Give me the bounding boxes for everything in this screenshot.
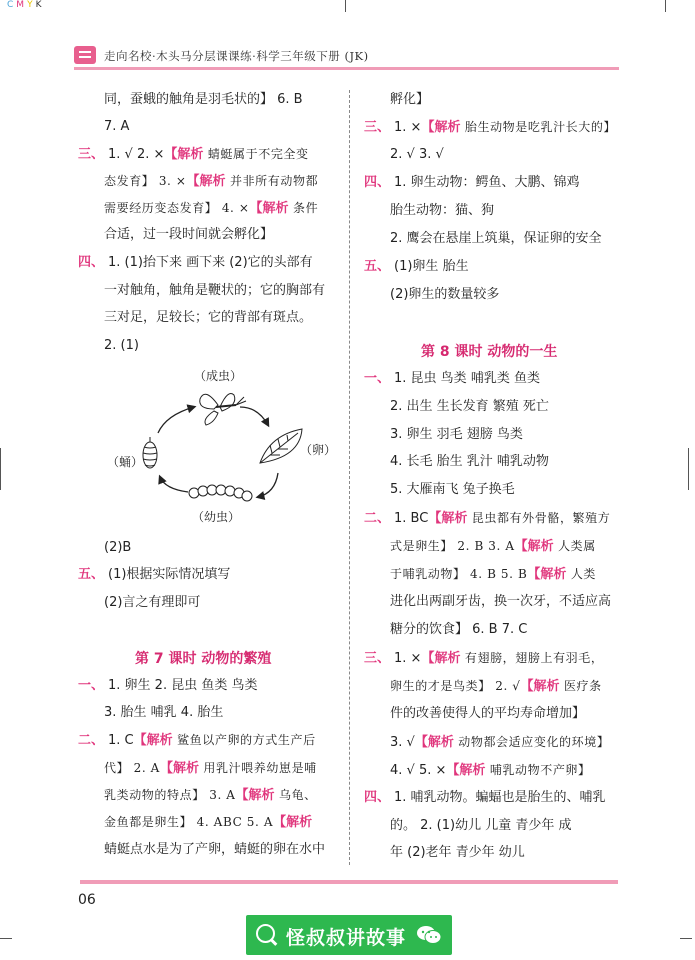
analysis-label: 【解析 bbox=[520, 679, 560, 694]
text-line: 2. √ 3. √ bbox=[390, 147, 444, 162]
column-divider bbox=[349, 90, 350, 865]
answer-line bbox=[364, 173, 580, 193]
text-line: (2)言之有理即可 bbox=[104, 595, 201, 610]
text-line: 糖分的饮食】 6. B 7. C bbox=[390, 622, 528, 637]
answer-text: 1. BC bbox=[394, 511, 429, 526]
cmyk-marks bbox=[7, 0, 44, 10]
answer-line bbox=[390, 760, 591, 781]
text-line: (2)卵生的数量较多 bbox=[390, 287, 500, 302]
analysis-label: 【解析 bbox=[249, 201, 289, 216]
answer-line bbox=[104, 171, 318, 192]
analysis-text: 昆虫都有外骨骼，繁殖方 bbox=[467, 511, 611, 525]
pupa-icon bbox=[143, 437, 157, 468]
answer-line bbox=[364, 508, 610, 529]
crop-mark bbox=[0, 938, 12, 939]
answer-text: 3. √ bbox=[390, 735, 415, 750]
arrow bbox=[258, 473, 278, 497]
watermark-banner bbox=[246, 915, 452, 955]
header-title: 走向名校·木头马分层课课练·科学三年级下册 (JK) bbox=[104, 49, 369, 63]
text-line: 孵化】 bbox=[390, 92, 430, 107]
label-egg: （卵） bbox=[300, 443, 337, 457]
answer-text: 于哺乳动物】 4. B 5. B bbox=[390, 567, 528, 581]
analysis-label: 【解析 bbox=[235, 788, 275, 803]
text-line: 7. A bbox=[104, 119, 130, 134]
arrow bbox=[158, 407, 194, 433]
analysis-text: 哺乳动物不产卵】 bbox=[485, 763, 591, 777]
arrow bbox=[160, 477, 188, 492]
section-marker: 四、 bbox=[364, 175, 391, 190]
text-line: 进化出两副牙齿，换一次牙，不适应高 bbox=[390, 594, 612, 609]
analysis-text: 医疗条 bbox=[559, 679, 602, 693]
crop-mark bbox=[0, 448, 1, 490]
answer-text: 1. C bbox=[108, 733, 134, 748]
answer-text: 需要经历变态发育】 4. × bbox=[104, 201, 250, 215]
answer-text: (1)卵生 胎生 bbox=[394, 259, 469, 274]
analysis-label: 【解析 bbox=[421, 651, 461, 666]
cmyk-c: C bbox=[7, 0, 15, 10]
analysis-text: 并非所有动物都 bbox=[225, 174, 319, 188]
answer-line bbox=[104, 198, 318, 219]
text-line: 合适，过一段时间就会孵化】 bbox=[104, 227, 274, 242]
answer-text: 1. 哺乳动物。蝙蝠也是胎生的、哺乳 bbox=[394, 790, 606, 805]
answer-text: 乳类动物的特点】 3. A bbox=[104, 788, 236, 802]
crop-mark bbox=[345, 0, 346, 12]
analysis-label: 【解析 bbox=[421, 120, 461, 135]
wechat-icon bbox=[416, 925, 442, 945]
answer-text: 1. 昆虫 鸟类 哺乳类 鱼类 bbox=[394, 371, 540, 386]
caterpillar-icon bbox=[189, 485, 252, 501]
analysis-text: 人类属 bbox=[553, 539, 596, 553]
analysis-label: 【解析 bbox=[527, 567, 567, 582]
crop-mark bbox=[680, 938, 692, 939]
text-line: 蜻蜓点水是为了产卵，蜻蜓的卵在水中 bbox=[104, 842, 326, 857]
text-line: 5. 大雁南飞 兔子换毛 bbox=[390, 482, 515, 497]
analysis-text: 有翅膀，翅膀上有羽毛， bbox=[460, 651, 604, 665]
analysis-text: 用乳汁喂养幼崽是哺 bbox=[198, 761, 317, 775]
answer-line bbox=[364, 117, 616, 138]
section-marker: 一、 bbox=[78, 678, 105, 693]
section-marker: 四、 bbox=[78, 255, 105, 270]
cmyk-m: M bbox=[16, 0, 26, 10]
text-line: 2. (1) bbox=[104, 338, 139, 353]
answer-text: 1. × bbox=[394, 651, 422, 666]
text-line: 一对触角，触角是鞭状的；它的胸部有 bbox=[104, 283, 326, 298]
answer-text: 1. 卵生动物：鳄鱼、大鹏、锦鸡 bbox=[394, 175, 580, 190]
answer-line bbox=[104, 785, 317, 806]
analysis-label: 【解析 bbox=[164, 147, 204, 162]
text-line: 三对足，足较长；它的背部有斑点。 bbox=[104, 310, 313, 325]
answer-text: 卵生的才是鸟类】 2. √ bbox=[390, 679, 521, 693]
section-marker: 三、 bbox=[78, 147, 105, 162]
answer-text: 1. √ 2. × bbox=[108, 147, 165, 162]
answer-text: 4. √ 5. × bbox=[390, 763, 447, 778]
footer-rule bbox=[80, 880, 618, 884]
answer-line bbox=[104, 758, 317, 779]
section-marker: 一、 bbox=[364, 371, 391, 386]
answer-text: 金鱼都是卵生】 4. ABC 5. A bbox=[104, 815, 274, 829]
section-marker: 四、 bbox=[364, 790, 391, 805]
analysis-text: 胎生动物是吃乳汁长大的】 bbox=[460, 120, 617, 134]
section-marker: 五、 bbox=[364, 259, 391, 274]
text-line: 年 (2)老年 青少年 幼儿 bbox=[390, 845, 525, 860]
banner-text: 怪叔叔讲故事 bbox=[286, 927, 407, 949]
text-line: 2. 出生 生长发育 繁殖 死亡 bbox=[390, 399, 549, 414]
section-marker: 三、 bbox=[364, 651, 391, 666]
text-line: 2. 鹰会在悬崖上筑巢，保证卵的安全 bbox=[390, 231, 602, 246]
label-larva: （幼虫） bbox=[192, 510, 241, 524]
section-title-lesson8: 第 8 课时 动物的一生 bbox=[421, 344, 558, 360]
leaf-icon bbox=[260, 429, 302, 463]
analysis-text: 蜻蜓属于不完全变 bbox=[203, 147, 309, 161]
analysis-label: 【解析 bbox=[414, 735, 454, 750]
life-cycle-diagram bbox=[110, 385, 340, 520]
answer-line bbox=[390, 536, 596, 557]
section-marker: 五、 bbox=[78, 567, 105, 582]
answer-text: 1. 卵生 2. 昆虫 鱼类 鸟类 bbox=[108, 678, 258, 693]
cmyk-k: K bbox=[35, 0, 43, 10]
answer-text: 态发育】 3. × bbox=[104, 174, 187, 188]
answer-text: (1)根据实际情况填写 bbox=[108, 567, 231, 582]
answer-line bbox=[364, 369, 540, 389]
text-line: 的。 2. (1)幼儿 儿童 青少年 成 bbox=[390, 818, 572, 833]
answer-line bbox=[390, 676, 602, 697]
answer-text: 1. (1)抬下来 画下来 (2)它的头部有 bbox=[108, 255, 313, 270]
label-adult: （成虫） bbox=[194, 369, 243, 383]
analysis-text: 动物都会适应变化的环境】 bbox=[453, 735, 610, 749]
answer-line bbox=[78, 144, 309, 165]
analysis-label: 【解析 bbox=[273, 815, 313, 830]
section-marker: 二、 bbox=[364, 511, 391, 526]
analysis-label: 【解析 bbox=[159, 761, 199, 776]
analysis-text: 乌龟、 bbox=[274, 788, 317, 802]
text-line: 3. 卵生 羽毛 翅膀 鸟类 bbox=[390, 427, 523, 442]
analysis-text: 鲨鱼以产卵的方式生产后 bbox=[172, 733, 316, 747]
analysis-text: 条件 bbox=[288, 201, 319, 215]
answer-line bbox=[78, 253, 313, 273]
answer-line bbox=[78, 730, 316, 751]
butterfly-icon bbox=[200, 394, 246, 426]
book-icon bbox=[74, 46, 96, 64]
text-line: (2)B bbox=[104, 540, 132, 555]
header-rule bbox=[74, 67, 619, 70]
answer-line bbox=[364, 648, 603, 669]
analysis-text: 人类 bbox=[566, 567, 597, 581]
answer-line bbox=[78, 565, 230, 585]
search-icon bbox=[256, 924, 275, 943]
answer-line bbox=[390, 564, 596, 585]
section-marker: 三、 bbox=[364, 120, 391, 135]
page-number: 06 bbox=[78, 892, 96, 908]
answer-line bbox=[104, 812, 312, 833]
section-marker: 二、 bbox=[78, 733, 105, 748]
label-pupa: （蛹） bbox=[107, 455, 144, 469]
answer-line bbox=[390, 732, 609, 753]
answer-text: 代】 2. A bbox=[104, 761, 160, 775]
answer-line bbox=[78, 676, 257, 696]
answer-line bbox=[364, 788, 606, 808]
text-line: 4. 长毛 胎生 乳汁 哺乳动物 bbox=[390, 454, 549, 469]
crop-mark bbox=[688, 448, 689, 490]
analysis-label: 【解析 bbox=[514, 539, 554, 554]
analysis-label: 【解析 bbox=[428, 511, 468, 526]
text-line: 胎生动物：猫、狗 bbox=[390, 203, 495, 218]
answer-text: 1. × bbox=[394, 120, 422, 135]
section-title-lesson7: 第 7 课时 动物的繁殖 bbox=[135, 651, 272, 667]
text-line: 3. 胎生 哺乳 4. 胎生 bbox=[104, 705, 224, 720]
crop-mark bbox=[665, 0, 666, 12]
text-line: 同，蚕蛾的触角是羽毛状的】 6. B bbox=[104, 92, 303, 107]
analysis-label: 【解析 bbox=[186, 174, 226, 189]
cmyk-y: Y bbox=[27, 0, 34, 10]
analysis-label: 【解析 bbox=[133, 733, 173, 748]
answer-line bbox=[364, 257, 469, 277]
arrow bbox=[240, 407, 268, 425]
answer-text: 式是卵生】 2. B 3. A bbox=[390, 539, 515, 553]
analysis-label: 【解析 bbox=[446, 763, 486, 778]
text-line: 件的改善使得人的平均寿命增加】 bbox=[390, 706, 586, 721]
